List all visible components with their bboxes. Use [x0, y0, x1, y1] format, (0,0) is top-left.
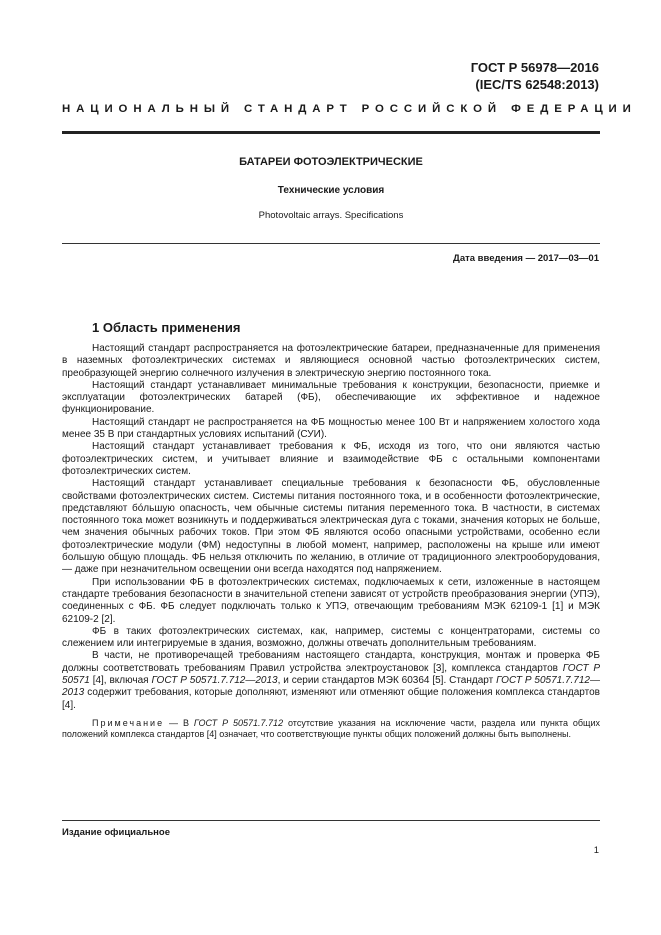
standard-reference: ГОСТ Р 50571.7.712—2013 [151, 675, 278, 687]
standard-reference: ГОСТ Р 50571.7.712 [193, 717, 284, 728]
note: Примечание — В ГОСТ Р 50571.7.712 отсутствие указания на исключение части, раздела или пункта общих положений комплекса стандартов [4] означает, что соответствующие пункты общих положений должны быть выполнены. [62, 717, 600, 740]
standard-reference: ГОСТ Р 50571 [62, 662, 600, 687]
note-label: Примечание [92, 717, 165, 728]
national-standard-heading: НАЦИОНАЛЬНЫЙ СТАНДАРТ РОССИЙСКОЙ ФЕДЕРАЦИИ [62, 103, 637, 115]
document-title: БАТАРЕИ ФОТОЭЛЕКТРИЧЕСКИЕ [239, 156, 423, 168]
paragraph: Настоящий стандарт устанавливает требования к ФБ, исходя из того, что они являются частью фотоэлектрических систем, и учитывает влияние и взаимодействие ФБ с остальными компонентами фотоэлектрических систем. [62, 441, 600, 477]
document-english-title: Photovoltaic arrays. Specifications [258, 210, 404, 221]
iec-number: (IEC/TS 62548:2013) [475, 77, 599, 92]
paragraph: Настоящий стандарт устанавливает минимальные требования к конструкции, безопасности, приемке и эксплуатации фотоэлектрических батарей (ФБ), обеспечивающие их эффективное и надежное функционирование. [62, 379, 600, 416]
header-divider [62, 131, 600, 134]
intro-date: Дата введения — 2017—03—01 [453, 253, 599, 264]
document-subtitle: Технические условия [277, 185, 385, 196]
title-divider [62, 243, 600, 244]
edition-label: Издание официальное [62, 827, 170, 838]
paragraph: Настоящий стандарт не распространяется на ФБ мощностью менее 100 Вт и напряжением холостого хода менее 35 В при стандартных условиях испытаний (СУИ). [62, 416, 600, 441]
paragraph: Настоящий стандарт распространяется на фотоэлектрические батареи, предназначенные для применения в наземных фотоэлектрических системах и являющиеся основной частью фотоэлектрических систем, преобразующей энергию солнечного излучения в электрическую энергию постоянного тока. [62, 343, 600, 379]
section-title: 1 Область применения [92, 320, 241, 335]
section-body [62, 343, 600, 741]
page-number: 1 [593, 845, 599, 856]
standard-reference: ГОСТ Р 50571.7.712—2013 [62, 675, 600, 699]
footer-divider [62, 820, 600, 821]
standard-designation [471, 59, 599, 93]
paragraph: Настоящий стандарт устанавливает специальные требования к безопасности ФБ, обусловленные свойствами фотоэлектрических систем. Системы питания постоянного тока, и в особенности фотоэлектрические, представляют бо́льшую опасность, чем обычные системы питания переменного тока. В частности, в системах постоянного тока может возникнуть и поддерживаться электрическая дуга с токами, значения которых не больше, чем значения обычных рабочих токов. При этом ФБ являются особо опасными устройствами, особенно если фотоэлектрические модули (ФМ) недоступны в любой момент, например, расположены на крыше или имеют большую общую площадь. ФБ нельзя отключить по желанию, в отличие от традиционного электрооборудования, — даже при незначительном освещении они всегда находятся под напряжением. [62, 478, 600, 576]
paragraph: ФБ в таких фотоэлектрических системах, как, например, системы с концентраторами, системы со слежением или интегрируемые в здания, возможно, должны отвечать дополнительным требованиям. [62, 625, 600, 650]
paragraph-references: В части, не противоречащей требованиям настоящего стандарта, конструкция, монтаж и проверка ФБ должны соответствовать требованиям Правил устройства электроустановок [3], комплекса стандартов ГОСТ Р 50571 [4], включая ГОСТ Р 50571.7.712—2013, и серии стандартов МЭК 60364 [5]. Стандарт ГОСТ Р 50571.7.712—2013 содержит требования, которые дополняют, изменяют или отменяют общие положения комплекса стандартов [4]. [62, 650, 600, 711]
standard-number: ГОСТ Р 56978—2016 [470, 60, 599, 75]
paragraph: При использовании ФБ в фотоэлектрических системах, подключаемых к сети, изложенные в настоящем стандарте требования безопасности в значительной степени зависят от устройств преобразования энергии (УПЭ), соединенных с ФБ. ФБ следует подключать только к УПЭ, отвечающим требованиям МЭК 62109-1 [1] и МЭК 62109-2 [2]. [62, 576, 600, 625]
